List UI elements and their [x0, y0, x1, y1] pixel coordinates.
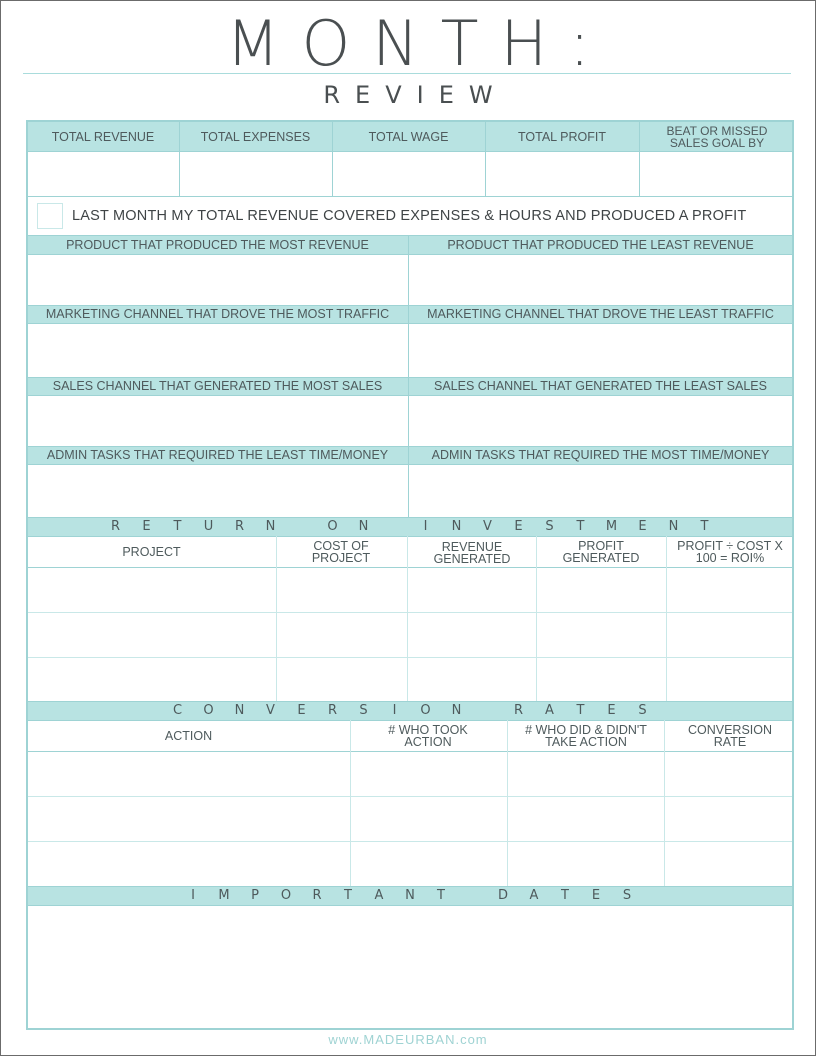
conversion-col-took: # WHO TOOK ACTION [373, 722, 483, 750]
important-dates-title: I M P O R T A N T D A T E S [191, 888, 632, 903]
summary-col-total-expenses: TOTAL EXPENSES [200, 129, 311, 144]
roi-col-cost: COST OF PROJECT [308, 538, 374, 566]
pair-most-sales-label: SALES CHANNEL THAT GENERATED THE MOST SALES [52, 379, 383, 393]
pair-most-admin-label: ADMIN TASKS THAT REQUIRED THE MOST TIME/MONEY [431, 448, 770, 462]
checkbox-statement: LAST MONTH MY TOTAL REVENUE COVERED EXPENSES & HOURS AND PRODUCED A PROFIT [72, 208, 747, 224]
conversion-col-did-didnt: # WHO DID & DIDN'T TAKE ACTION [513, 722, 659, 750]
summary-col-total-revenue: TOTAL REVENUE [51, 129, 155, 144]
roi-col-profit: PROFIT GENERATED [557, 538, 645, 566]
page-title: MONTH: [225, 7, 613, 80]
form-frame [26, 120, 794, 1030]
page-subtitle: REVIEW [323, 81, 508, 109]
title-divider [23, 73, 791, 74]
footer-url: www.MADEURBAN.com [328, 1032, 488, 1047]
summary-col-sales-goal: BEAT OR MISSED SALES GOAL BY [666, 123, 768, 150]
pair-most-revenue-label: PRODUCT THAT PRODUCED THE MOST REVENUE [66, 238, 369, 252]
pair-least-traffic-label: MARKETING CHANNEL THAT DROVE THE LEAST TRAFFIC [427, 307, 774, 321]
pair-most-traffic-label: MARKETING CHANNEL THAT DROVE THE MOST TRAFFIC [45, 307, 390, 321]
summary-col-total-profit: TOTAL PROFIT [518, 129, 606, 144]
roi-col-revenue: REVENUE GENERATED [430, 538, 514, 568]
summary-col-total-wage: TOTAL WAGE [368, 129, 449, 144]
conversion-col-action: ACTION [27, 722, 350, 750]
roi-title: R E T U R N O N I N V E S T M E N T [110, 519, 709, 534]
pair-least-sales-label: SALES CHANNEL THAT GENERATED THE LEAST SALES [434, 379, 767, 393]
roi-col-project: PROJECT [27, 538, 276, 566]
pair-least-revenue-label: PRODUCT THAT PRODUCED THE LEAST REVENUE [447, 238, 754, 252]
conversion-title: C O N V E R S I O N R A T E S [172, 703, 647, 718]
roi-col-roi: PROFIT ÷ COST X 100 = ROI% [677, 539, 783, 565]
conversion-col-rate: CONVERSION RATE [671, 722, 789, 750]
pair-least-admin-label: ADMIN TASKS THAT REQUIRED THE LEAST TIME/MONEY [46, 448, 389, 462]
